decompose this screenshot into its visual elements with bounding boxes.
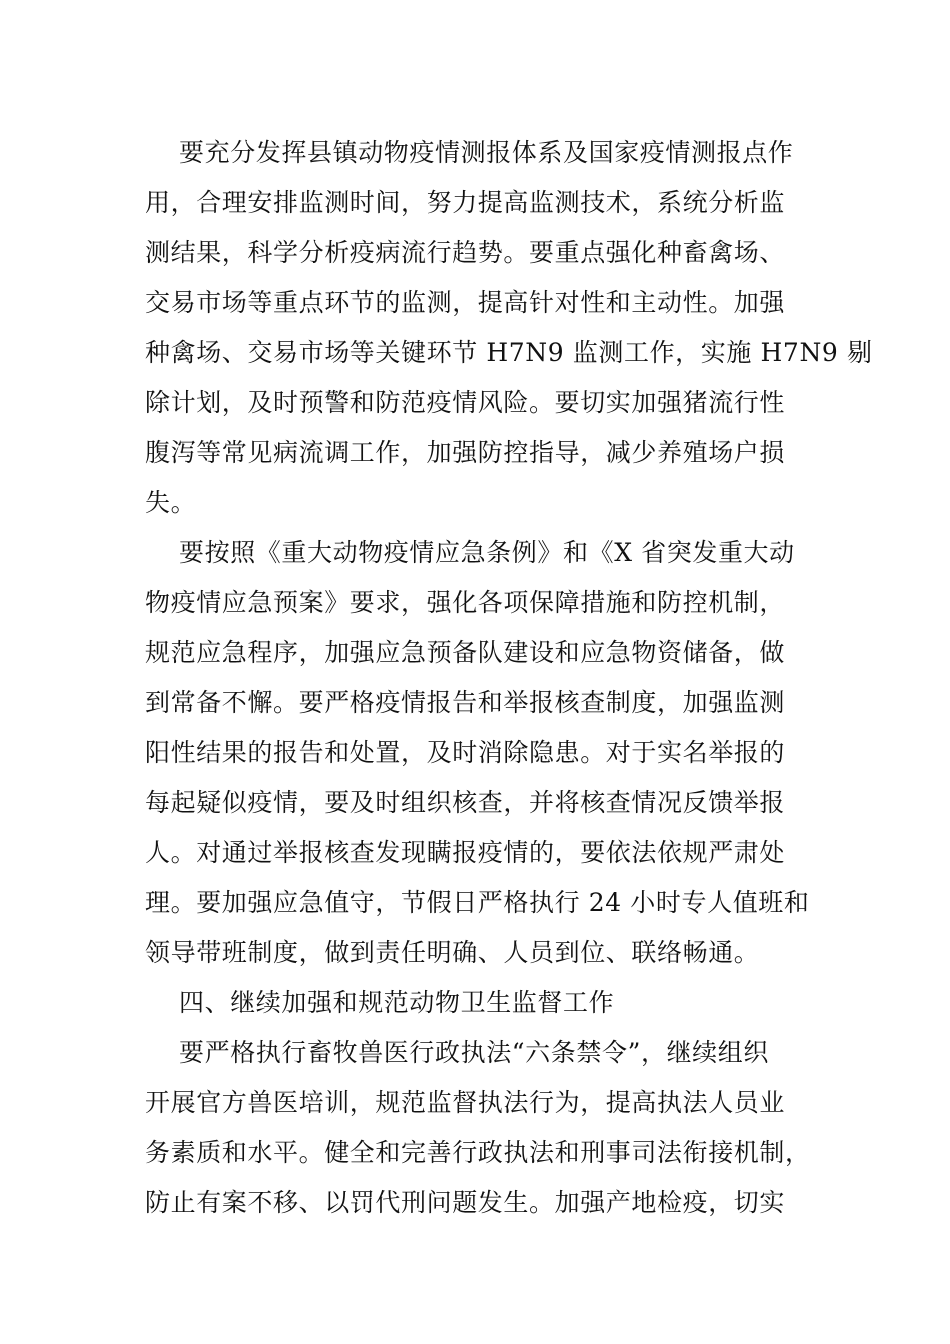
- paragraph-line: 腹泻等常见病流调工作，加强防控指导，减少养殖场户损: [145, 438, 786, 467]
- paragraph-line: 用，合理安排监测时间，努力提高监测技术，系统分析监: [145, 188, 786, 217]
- paragraph-line: 防止有案不移、以罚代刑问题发生。加强产地检疫，切实: [145, 1188, 786, 1217]
- paragraph-line: 物疫情应急预案》要求，强化各项保障措施和防控机制，: [145, 588, 786, 617]
- paragraph-line: 阳性结果的报告和处置，及时消除隐患。对于实名举报的: [145, 738, 786, 767]
- paragraph-line: 种禽场、交易市场等关键环节 H7N9 监测工作，实施 H7N9 剔: [145, 338, 873, 367]
- document-body: [145, 128, 873, 1228]
- paragraph-line: 除计划，及时预警和防范疫情风险。要切实加强猪流行性: [145, 388, 786, 417]
- paragraph-line: 失。: [145, 488, 197, 517]
- paragraph-line: 领导带班制度，做到责任明确、人员到位、联络畅通。: [145, 938, 760, 967]
- paragraph-line: 测结果，科学分析疫病流行趋势。要重点强化种畜禽场、: [145, 238, 786, 267]
- paragraph-line: 要按照《重大动物疫情应急条例》和《X 省突发重大动: [179, 538, 795, 567]
- paragraph-line: 务素质和水平。健全和完善行政执法和刑事司法衔接机制，: [145, 1138, 811, 1167]
- paragraph-line: 理。要加强应急值守，节假日严格执行 24 小时专人值班和: [145, 888, 810, 917]
- paragraph-line: 到常备不懈。要严格疫情报告和举报核查制度，加强监测: [145, 688, 786, 717]
- paragraph-line: 每起疑似疫情，要及时组织核查，并将核查情况反馈举报: [145, 788, 786, 817]
- paragraph-line: 人。对通过举报核查发现瞒报疫情的，要依法依规严肃处: [145, 838, 786, 867]
- paragraph-line: 要严格执行畜牧兽医行政执法“六条禁令”，继续组织: [179, 1038, 769, 1067]
- paragraph-line: 规范应急程序，加强应急预备队建设和应急物资储备，做: [145, 638, 786, 667]
- paragraph-line: 交易市场等重点环节的监测，提高针对性和主动性。加强: [145, 288, 786, 317]
- paragraph-line: 开展官方兽医培训，规范监督执法行为，提高执法人员业: [145, 1088, 786, 1117]
- paragraph-line: 要充分发挥县镇动物疫情测报体系及国家疫情测报点作: [179, 138, 794, 167]
- section-heading: 四、继续加强和规范动物卫生监督工作: [179, 988, 615, 1017]
